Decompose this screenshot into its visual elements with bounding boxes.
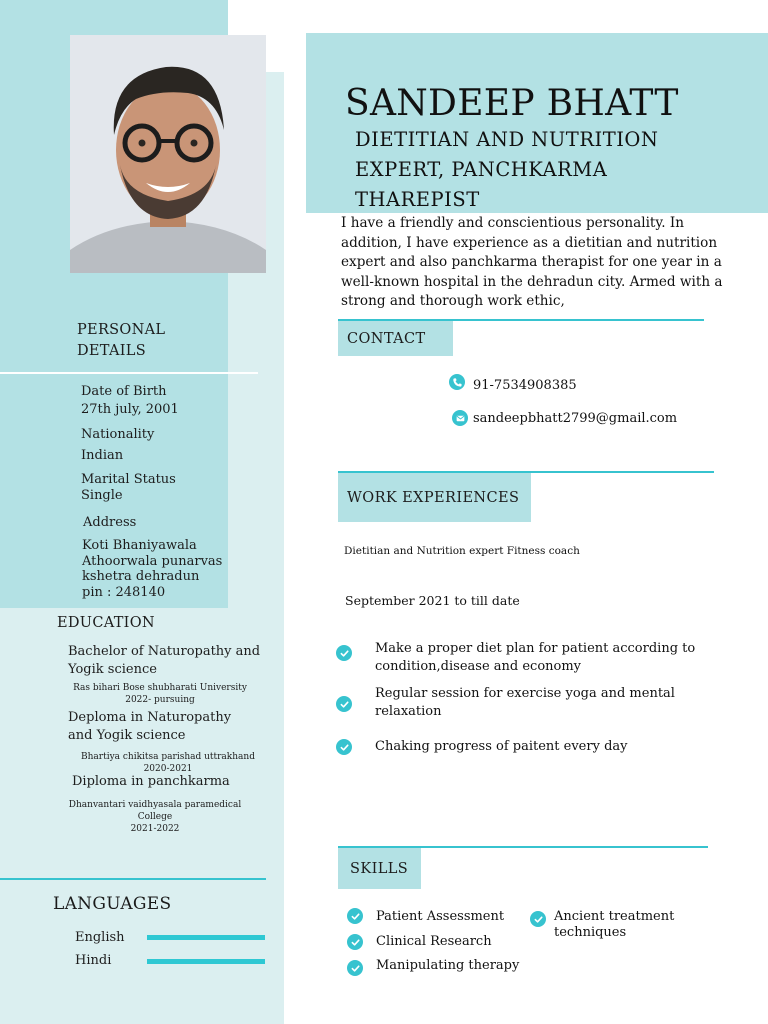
mail-icon: [452, 410, 468, 426]
skill-item: Patient Assessment: [376, 909, 505, 924]
divider: [0, 372, 258, 374]
education-institute: Ras bihari Bose shubharati University 2022- pursuing: [73, 683, 247, 705]
education-degree: Deploma in Naturopathy and Yogik science: [68, 710, 232, 743]
marital-value: Single: [81, 488, 123, 503]
check-icon: [336, 739, 352, 755]
email-link[interactable]: sandeepbhatt2799@gmail.com: [473, 411, 678, 426]
work-bullet: Regular session for exercise yoga and mental relaxation: [375, 686, 675, 719]
personal-details-heading: PERSONAL DETAILS: [77, 322, 166, 359]
profile-summary: I have a friendly and conscientious personality. In addition, I have experience as a dietitian and nutrition expert and also panchkarma therapist for one year in a well-known hospital in the dehradun city. Armed with a strong and thorough work ethic,: [341, 215, 723, 309]
check-icon: [336, 645, 352, 661]
job-title-line: DIETITIAN AND NUTRITION: [355, 128, 659, 151]
work-experiences-heading: WORK EXPERIENCES: [338, 473, 531, 522]
work-bullet: Chaking progress of paitent every day: [375, 739, 628, 754]
language-level-bar: [147, 935, 265, 940]
address-value: Koti Bhaniyawala Athoorwala punarvas kshetra dehradun pin : 248140: [82, 538, 223, 600]
language-name: English: [75, 930, 125, 945]
address-label: Address: [83, 515, 137, 530]
contact-heading: CONTACT: [338, 321, 453, 356]
education-degree: Bachelor of Naturopathy and Yogik science: [68, 644, 261, 677]
check-icon: [347, 934, 363, 950]
check-icon: [530, 911, 546, 927]
check-icon: [347, 908, 363, 924]
nationality-value: Indian: [81, 448, 124, 463]
languages-heading: LANGUAGES: [53, 894, 172, 914]
language-level-bar: [147, 959, 265, 964]
marital-label: Marital Status: [81, 472, 176, 487]
skills-heading: SKILLS: [338, 848, 421, 889]
education-degree: Diploma in panchkarma: [72, 774, 230, 789]
phone-number[interactable]: 91-7534908385: [473, 378, 577, 393]
education-institute: Dhanvantari vaidhyasala paramedical College 2021-2022: [68, 800, 242, 834]
person-name: SANDEEP BHATT: [345, 83, 679, 124]
work-period: September 2021 to till date: [345, 593, 520, 608]
profile-photo: [70, 35, 266, 273]
phone-icon: [449, 374, 465, 390]
job-title-line: THAREPIST: [355, 188, 480, 211]
work-role: Dietitian and Nutrition expert Fitness coach: [344, 545, 580, 557]
skill-item: Ancient treatment techniques: [554, 909, 675, 940]
dob-value: 27th july, 2001: [81, 402, 179, 417]
education-heading: EDUCATION: [57, 615, 155, 631]
skill-item: Manipulating therapy: [376, 958, 520, 973]
language-name: Hindi: [75, 953, 112, 968]
dob-label: Date of Birth: [81, 384, 167, 399]
nationality-label: Nationality: [81, 427, 155, 442]
language-level-track: [147, 959, 265, 964]
skill-item: Clinical Research: [376, 934, 492, 949]
check-icon: [347, 960, 363, 976]
work-bullet: Make a proper diet plan for patient according to condition,disease and economy: [375, 641, 696, 674]
job-title-line: EXPERT, PANCHKARMA: [355, 158, 608, 181]
language-level-track: [147, 935, 265, 940]
education-institute: Bhartiya chikitsa parishad uttrakhand 2020-2021: [81, 752, 255, 774]
check-icon: [336, 696, 352, 712]
divider: [0, 878, 266, 880]
